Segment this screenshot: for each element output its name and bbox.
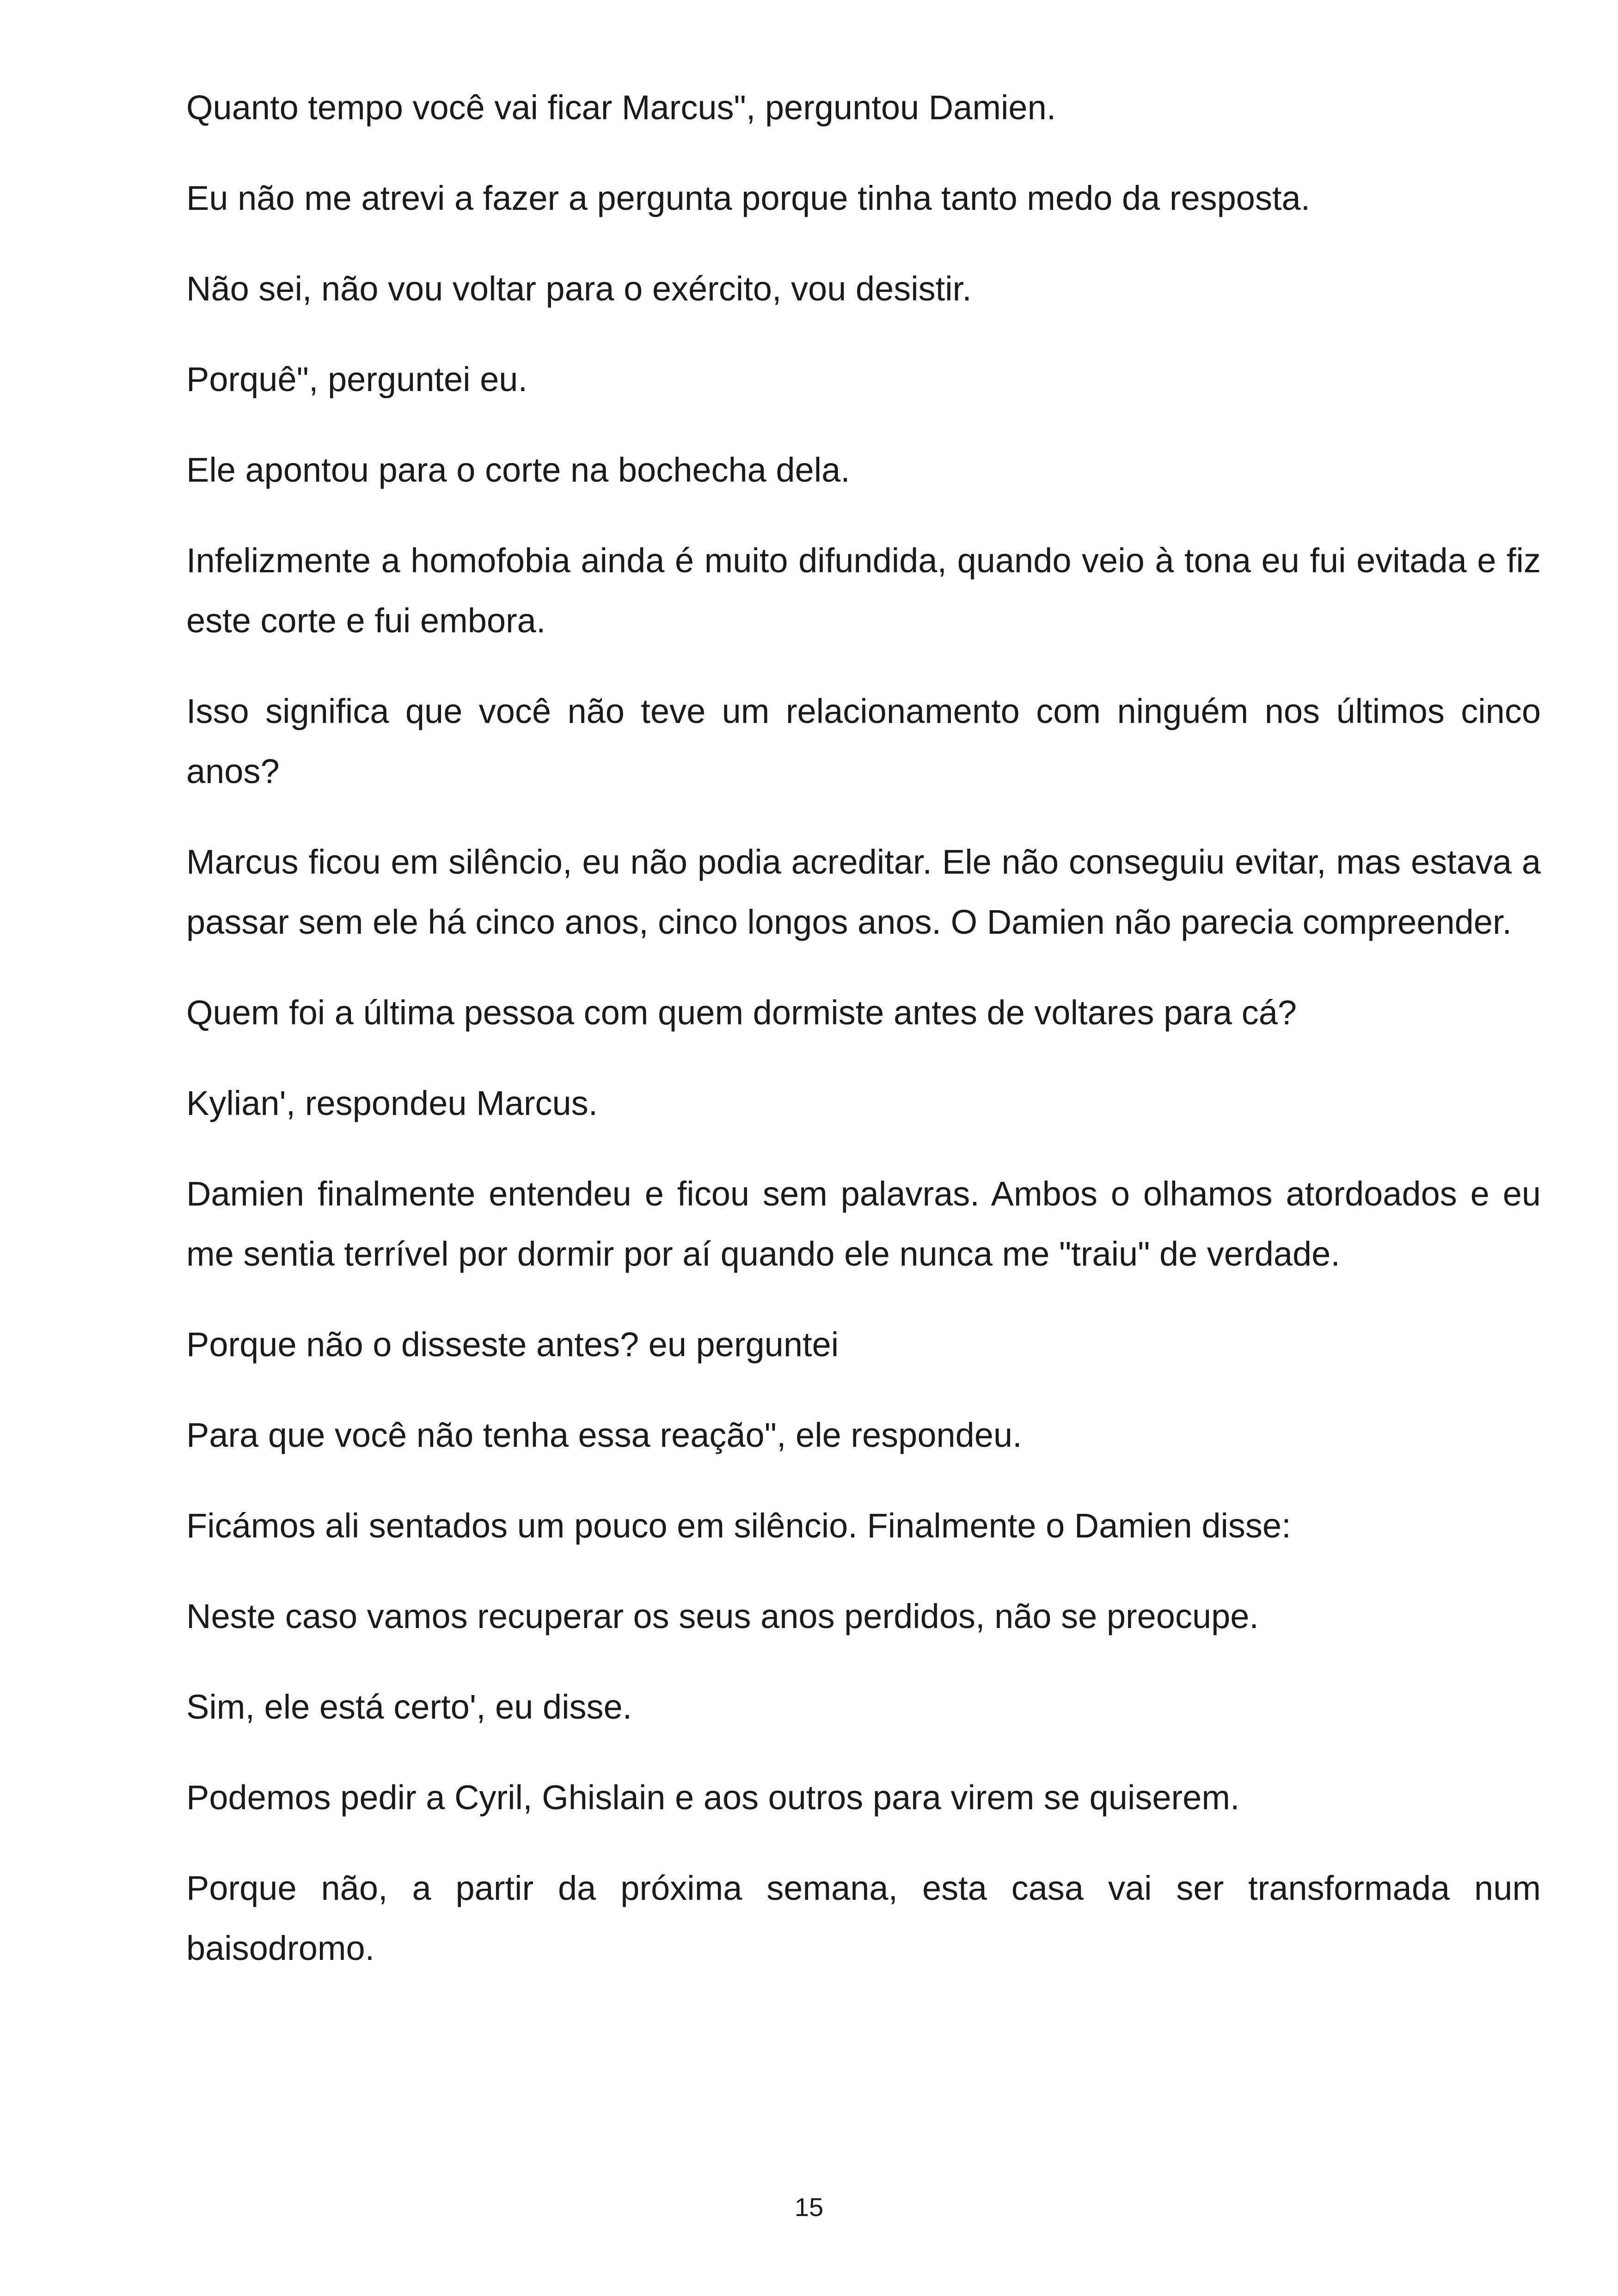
paragraph: Damien finalmente entendeu e ficou sem palavras. Ambos o olhamos atordoados e eu me sentia terrível por dormir por aí quando ele nunca me "traiu" de verdade. xyxy=(186,1175,1541,1273)
paragraph: Quem foi a última pessoa com quem dormiste antes de voltares para cá? xyxy=(186,993,1297,1032)
paragraph: Porque não, a partir da próxima semana, esta casa vai ser transformada num baisodromo. xyxy=(186,1869,1541,1967)
page-body xyxy=(186,78,1541,2009)
paragraph: Neste caso vamos recuperar os seus anos perdidos, não se preocupe. xyxy=(186,1597,1259,1635)
paragraph: Eu não me atrevi a fazer a pergunta porque tinha tanto medo da resposta. xyxy=(186,179,1311,217)
paragraph: Quanto tempo você vai ficar Marcus", perguntou Damien. xyxy=(186,88,1056,127)
paragraph: Isso significa que você não teve um relacionamento com ninguém nos últimos cinco anos? xyxy=(186,692,1541,790)
paragraph: Não sei, não vou voltar para o exército, vou desistir. xyxy=(186,269,972,308)
paragraph: Ficámos ali sentados um pouco em silêncio. Finalmente o Damien disse: xyxy=(186,1506,1291,1545)
paragraph: Ele apontou para o corte na bochecha dela. xyxy=(186,451,850,489)
paragraph: Porque não o disseste antes? eu perguntei xyxy=(186,1325,839,1364)
paragraph: Podemos pedir a Cyril, Ghislain e aos outros para virem se quiserem. xyxy=(186,1778,1240,1817)
paragraph: Infelizmente a homofobia ainda é muito difundida, quando veio à tona eu fui evitada e fiz este corte e fui embora. xyxy=(186,541,1541,640)
paragraph: Porquê", perguntei eu. xyxy=(186,360,528,398)
paragraph: Marcus ficou em silêncio, eu não podia acreditar. Ele não conseguiu evitar, mas estava a passar sem ele há cinco anos, cinco longos anos. O Damien não parecia compreender. xyxy=(186,843,1541,941)
paragraph: Sim, ele está certo', eu disse. xyxy=(186,1688,632,1726)
page-number: 15 xyxy=(794,2192,824,2222)
paragraph: Kylian', respondeu Marcus. xyxy=(186,1084,598,1122)
paragraph: Para que você não tenha essa reação", ele respondeu. xyxy=(186,1416,1022,1454)
